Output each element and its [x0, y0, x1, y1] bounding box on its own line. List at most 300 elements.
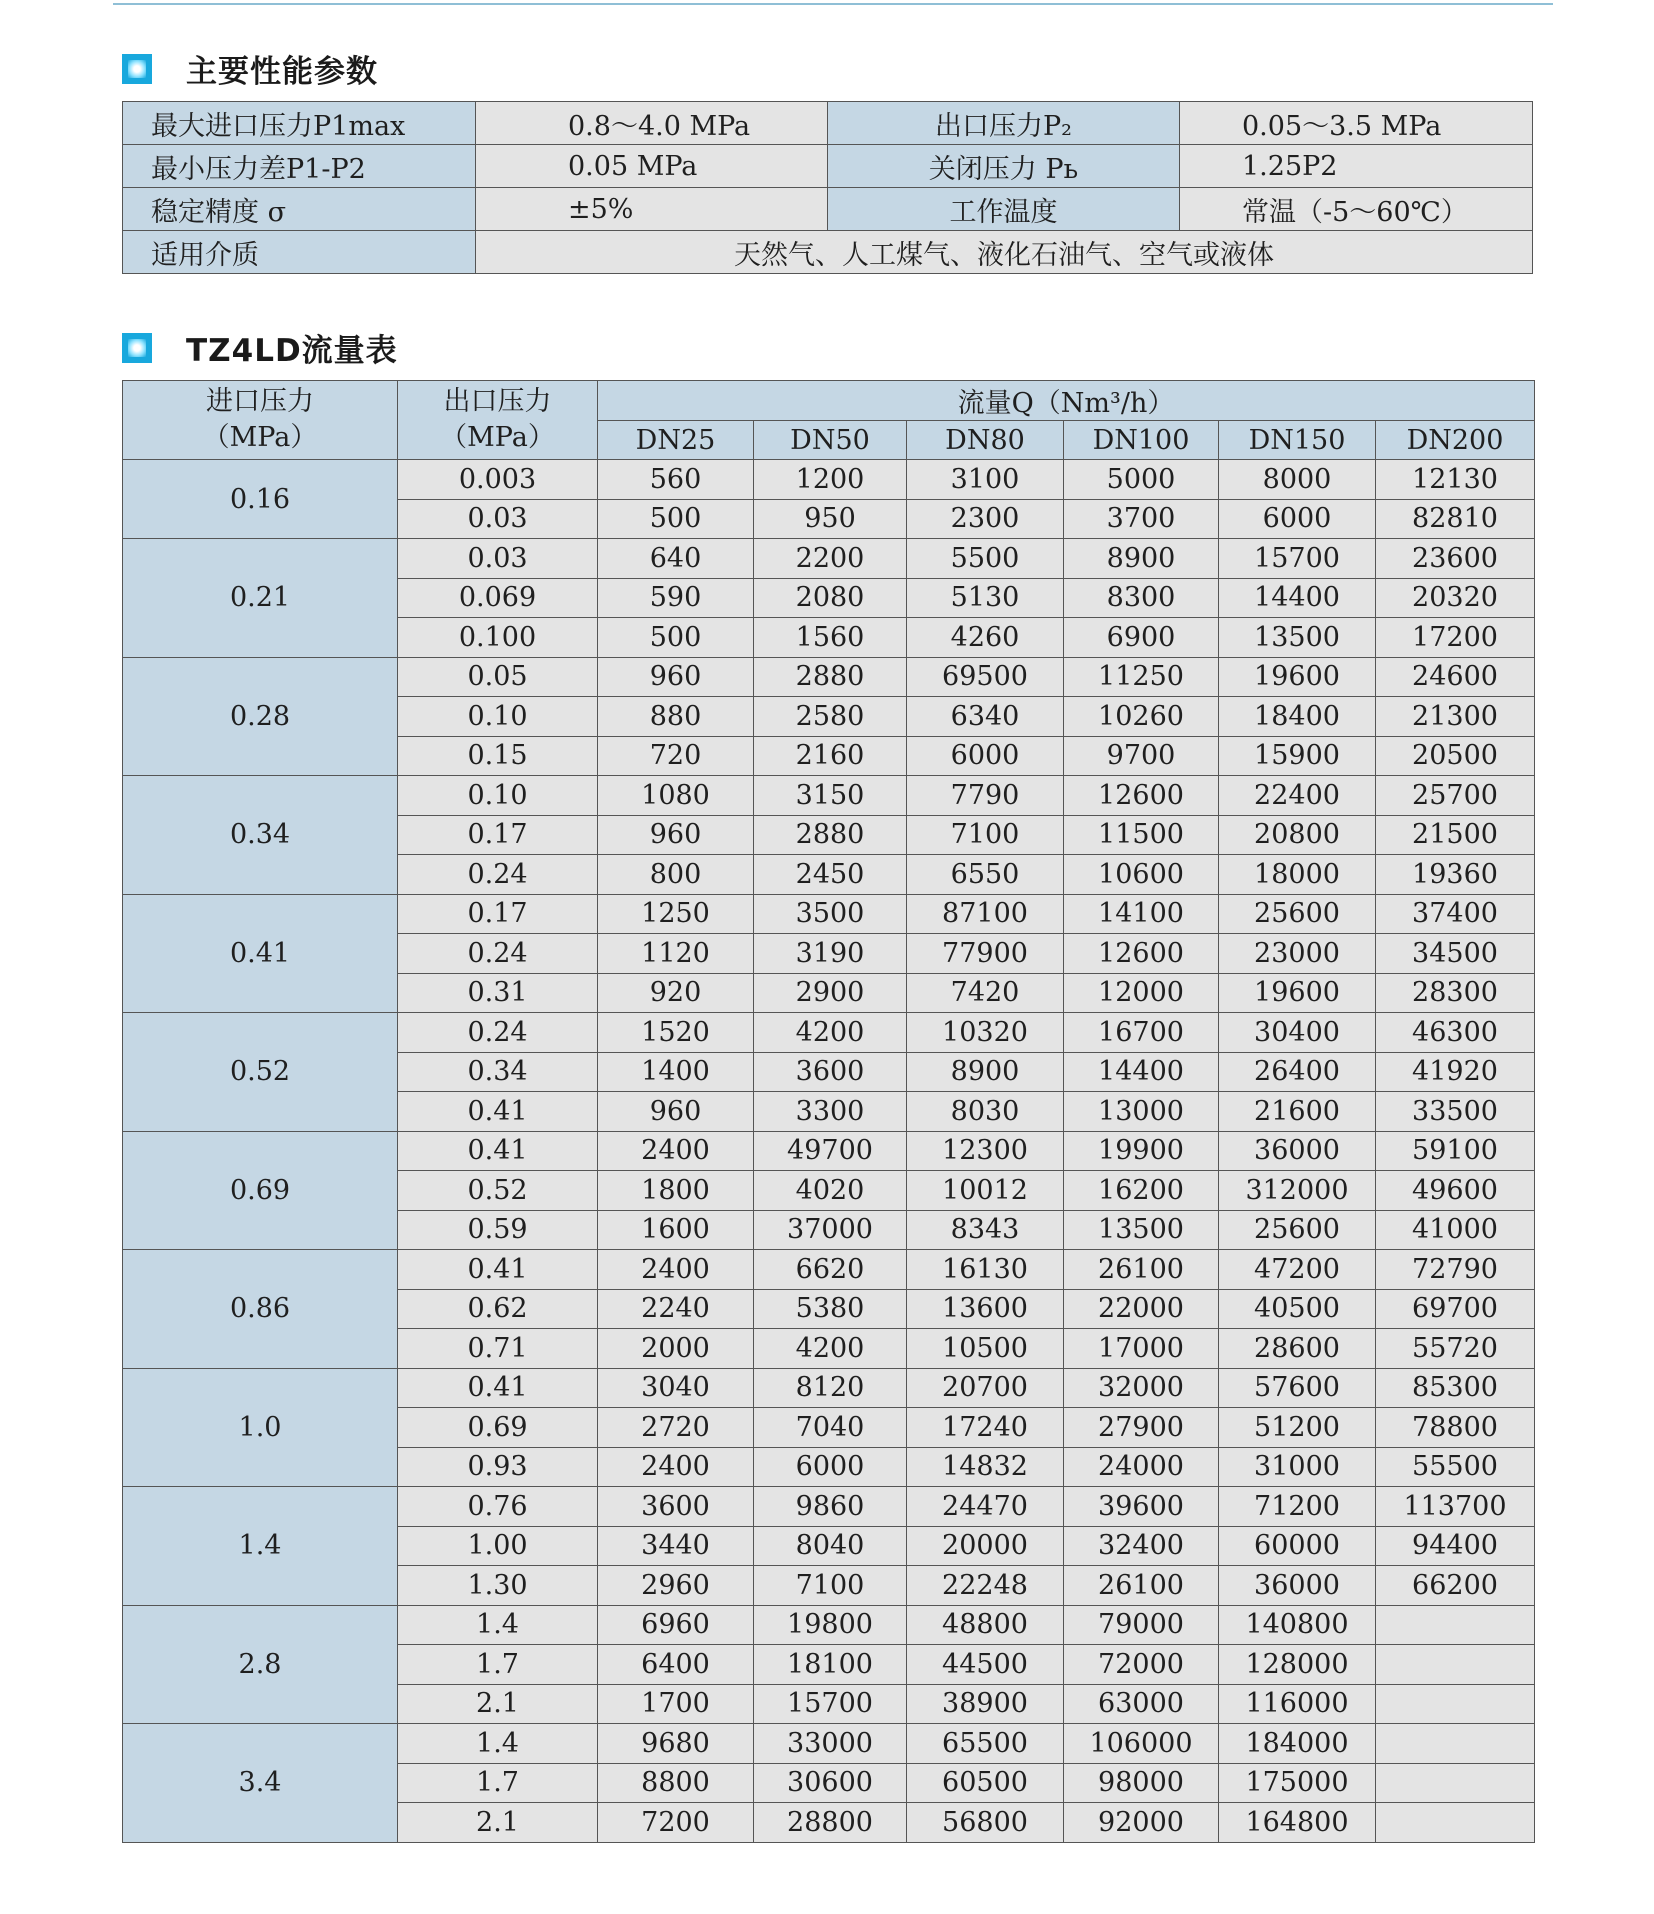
flow-value-cell: 66200 — [1376, 1566, 1535, 1606]
flow-value-cell: 25600 — [1219, 1210, 1376, 1250]
flow-value-cell: 8800 — [598, 1763, 754, 1803]
flow-value-cell: 2080 — [754, 578, 907, 618]
flow-value-cell: 116000 — [1219, 1684, 1376, 1724]
flow-value-cell: 9700 — [1064, 736, 1219, 776]
flow-value-cell: 164800 — [1219, 1803, 1376, 1843]
section-header-performance — [122, 46, 378, 91]
flow-value-cell: 312000 — [1219, 1171, 1376, 1211]
inlet-pressure-cell: 3.4 — [123, 1724, 398, 1843]
outlet-pressure-cell: 0.100 — [398, 618, 598, 658]
flow-value-cell: 1080 — [598, 776, 754, 816]
flow-value-cell: 6000 — [907, 736, 1064, 776]
table-row — [123, 1368, 1535, 1408]
flow-value-cell: 960 — [598, 657, 754, 697]
flow-value-cell: 140800 — [1219, 1605, 1376, 1645]
flow-value-cell: 7100 — [907, 815, 1064, 855]
flow-value-cell: 7040 — [754, 1408, 907, 1448]
outlet-pressure-cell: 0.59 — [398, 1210, 598, 1250]
flow-value-cell: 20320 — [1376, 578, 1535, 618]
section-title: TZ4LD流量表 — [186, 333, 398, 369]
flow-value-cell: 12000 — [1064, 973, 1219, 1013]
flow-value-cell: 560 — [598, 460, 754, 500]
flow-value-cell: 3500 — [754, 894, 907, 934]
flow-value-cell: 1520 — [598, 1013, 754, 1053]
flow-value-cell: 8000 — [1219, 460, 1376, 500]
flow-value-cell: 21500 — [1376, 815, 1535, 855]
param-value: 0.8～4.0 MPa — [476, 102, 828, 145]
inlet-pressure-cell: 0.41 — [123, 894, 398, 1013]
flow-value-cell: 7420 — [907, 973, 1064, 1013]
flow-value-cell: 17200 — [1376, 618, 1535, 658]
flow-value-cell: 4200 — [754, 1329, 907, 1369]
flow-table — [122, 380, 1535, 1843]
flow-value-cell: 38900 — [907, 1684, 1064, 1724]
flow-value-cell: 175000 — [1219, 1763, 1376, 1803]
dn-header: DN80 — [907, 421, 1064, 460]
flow-value-cell: 15700 — [1219, 539, 1376, 579]
table-row — [123, 231, 1533, 274]
flow-value-cell: 47200 — [1219, 1250, 1376, 1290]
flow-value-cell: 2400 — [598, 1447, 754, 1487]
flow-value-cell: 2400 — [598, 1131, 754, 1171]
flow-value-cell: 6000 — [754, 1447, 907, 1487]
flow-value-cell: 128000 — [1219, 1645, 1376, 1685]
param-label: 出口压力P₂ — [828, 102, 1180, 145]
flow-value-cell: 10600 — [1064, 855, 1219, 895]
flow-value-cell: 3440 — [598, 1526, 754, 1566]
table-row — [123, 776, 1535, 816]
param-value: 天然气、人工煤气、液化石油气、空气或液体 — [476, 231, 1533, 274]
flow-value-cell: 7100 — [754, 1566, 907, 1606]
flow-value-cell: 28800 — [754, 1803, 907, 1843]
flow-value-cell: 12300 — [907, 1131, 1064, 1171]
flow-value-cell — [1376, 1763, 1535, 1803]
flow-value-cell: 960 — [598, 1092, 754, 1132]
flow-value-cell: 20000 — [907, 1526, 1064, 1566]
flow-value-cell: 4020 — [754, 1171, 907, 1211]
outlet-pressure-cell: 1.7 — [398, 1645, 598, 1685]
flow-value-cell: 2880 — [754, 657, 907, 697]
flow-value-cell: 7200 — [598, 1803, 754, 1843]
flow-value-cell: 79000 — [1064, 1605, 1219, 1645]
flow-value-cell: 16200 — [1064, 1171, 1219, 1211]
flow-value-cell: 880 — [598, 697, 754, 737]
param-label: 最大进口压力P1max — [123, 102, 476, 145]
outlet-pressure-cell: 1.7 — [398, 1763, 598, 1803]
flow-value-cell: 2300 — [907, 499, 1064, 539]
flow-value-cell: 106000 — [1064, 1724, 1219, 1764]
flow-value-cell: 94400 — [1376, 1526, 1535, 1566]
outlet-pressure-cell: 0.10 — [398, 776, 598, 816]
flow-value-cell: 13000 — [1064, 1092, 1219, 1132]
flow-value-cell: 10500 — [907, 1329, 1064, 1369]
flow-value-cell: 24000 — [1064, 1447, 1219, 1487]
flow-value-cell: 1700 — [598, 1684, 754, 1724]
flow-value-cell: 19360 — [1376, 855, 1535, 895]
flow-value-cell: 113700 — [1376, 1487, 1535, 1527]
flow-value-cell: 6400 — [598, 1645, 754, 1685]
flow-value-cell: 950 — [754, 499, 907, 539]
flow-value-cell: 60500 — [907, 1763, 1064, 1803]
table-row — [123, 1724, 1535, 1764]
flow-value-cell: 5500 — [907, 539, 1064, 579]
flow-value-cell: 30600 — [754, 1763, 907, 1803]
outlet-pressure-cell: 1.30 — [398, 1566, 598, 1606]
flow-value-cell: 36000 — [1219, 1131, 1376, 1171]
outlet-pressure-cell: 0.41 — [398, 1250, 598, 1290]
flow-value-cell: 20500 — [1376, 736, 1535, 776]
table-row — [123, 102, 1533, 145]
flow-value-cell — [1376, 1684, 1535, 1724]
flow-value-cell: 8343 — [907, 1210, 1064, 1250]
table-row — [123, 1605, 1535, 1645]
flow-value-cell: 640 — [598, 539, 754, 579]
flow-value-cell: 18100 — [754, 1645, 907, 1685]
flow-value-cell: 72790 — [1376, 1250, 1535, 1290]
flow-value-cell: 3700 — [1064, 499, 1219, 539]
flow-value-cell: 22000 — [1064, 1289, 1219, 1329]
outlet-pressure-cell: 0.76 — [398, 1487, 598, 1527]
table-row — [123, 539, 1535, 579]
flow-value-cell: 2400 — [598, 1250, 754, 1290]
flow-value-cell: 19800 — [754, 1605, 907, 1645]
inlet-pressure-cell: 0.86 — [123, 1250, 398, 1369]
header-unit: （MPa） — [202, 422, 318, 453]
flow-value-cell: 6000 — [1219, 499, 1376, 539]
flow-value-cell: 98000 — [1064, 1763, 1219, 1803]
flow-value-cell: 9860 — [754, 1487, 907, 1527]
table-row — [123, 894, 1535, 934]
flow-value-cell: 19600 — [1219, 657, 1376, 697]
flow-value-cell: 2160 — [754, 736, 907, 776]
flow-value-cell: 40500 — [1219, 1289, 1376, 1329]
flow-value-cell: 34500 — [1376, 934, 1535, 974]
flow-value-cell: 15700 — [754, 1684, 907, 1724]
flow-value-cell: 10320 — [907, 1013, 1064, 1053]
flow-value-cell: 19900 — [1064, 1131, 1219, 1171]
param-label: 工作温度 — [828, 188, 1180, 231]
outlet-pressure-cell: 0.34 — [398, 1052, 598, 1092]
flow-value-cell: 14400 — [1219, 578, 1376, 618]
outlet-pressure-cell: 0.52 — [398, 1171, 598, 1211]
flow-value-cell: 37000 — [754, 1210, 907, 1250]
flow-value-cell: 2240 — [598, 1289, 754, 1329]
square-bullet-icon — [122, 54, 152, 84]
dn-header: DN150 — [1219, 421, 1376, 460]
outlet-pressure-cell: 0.03 — [398, 499, 598, 539]
section-header-flow — [122, 325, 398, 370]
header-label: 进口压力 — [206, 386, 314, 417]
flow-value-cell: 16700 — [1064, 1013, 1219, 1053]
flow-value-cell: 20800 — [1219, 815, 1376, 855]
flow-value-cell: 82810 — [1376, 499, 1535, 539]
flow-value-cell: 85300 — [1376, 1368, 1535, 1408]
inlet-pressure-cell: 0.69 — [123, 1131, 398, 1250]
flow-value-cell: 10260 — [1064, 697, 1219, 737]
inlet-pressure-cell: 2.8 — [123, 1605, 398, 1724]
outlet-pressure-cell: 2.1 — [398, 1803, 598, 1843]
param-value: 常温（-5～60℃） — [1180, 188, 1533, 231]
flow-value-cell: 69500 — [907, 657, 1064, 697]
flow-value-cell: 55500 — [1376, 1447, 1535, 1487]
outlet-pressure-cell: 0.41 — [398, 1092, 598, 1132]
flow-value-cell: 15900 — [1219, 736, 1376, 776]
flow-value-cell: 12600 — [1064, 776, 1219, 816]
flow-value-cell: 14100 — [1064, 894, 1219, 934]
flow-value-cell: 26100 — [1064, 1566, 1219, 1606]
flow-value-cell: 6550 — [907, 855, 1064, 895]
flow-value-cell: 51200 — [1219, 1408, 1376, 1448]
outlet-pressure-cell: 0.71 — [398, 1329, 598, 1369]
flow-value-cell: 5380 — [754, 1289, 907, 1329]
flow-value-cell: 33500 — [1376, 1092, 1535, 1132]
flow-value-cell: 16130 — [907, 1250, 1064, 1290]
flow-value-cell: 3600 — [754, 1052, 907, 1092]
flow-value-cell: 1120 — [598, 934, 754, 974]
flow-value-cell: 71200 — [1219, 1487, 1376, 1527]
outlet-pressure-cell: 0.41 — [398, 1131, 598, 1171]
table-row — [123, 188, 1533, 231]
flow-value-cell: 2000 — [598, 1329, 754, 1369]
flow-value-cell: 2200 — [754, 539, 907, 579]
flow-value-cell: 4200 — [754, 1013, 907, 1053]
param-value: 1.25P2 — [1180, 145, 1533, 188]
flow-value-cell: 11250 — [1064, 657, 1219, 697]
flow-value-cell: 92000 — [1064, 1803, 1219, 1843]
inlet-pressure-cell: 0.52 — [123, 1013, 398, 1132]
inlet-pressure-cell: 1.0 — [123, 1368, 398, 1487]
flow-value-cell: 3040 — [598, 1368, 754, 1408]
outlet-pressure-cell: 0.15 — [398, 736, 598, 776]
dn-header: DN100 — [1064, 421, 1219, 460]
flow-value-cell: 2450 — [754, 855, 907, 895]
section-title: 主要性能参数 — [186, 54, 378, 90]
param-value: ±5% — [476, 188, 828, 231]
flow-value-cell: 18000 — [1219, 855, 1376, 895]
outlet-pressure-cell: 2.1 — [398, 1684, 598, 1724]
flow-value-cell: 39600 — [1064, 1487, 1219, 1527]
flow-value-cell: 55720 — [1376, 1329, 1535, 1369]
outlet-pressure-cell: 0.93 — [398, 1447, 598, 1487]
param-value: 0.05 MPa — [476, 145, 828, 188]
outlet-pressure-cell: 0.62 — [398, 1289, 598, 1329]
outlet-pressure-cell: 0.03 — [398, 539, 598, 579]
outlet-pressure-cell: 0.17 — [398, 815, 598, 855]
outlet-pressure-cell: 1.00 — [398, 1526, 598, 1566]
outlet-pressure-cell: 0.69 — [398, 1408, 598, 1448]
outlet-pressure-cell: 0.003 — [398, 460, 598, 500]
outlet-pressure-cell: 1.4 — [398, 1605, 598, 1645]
flow-value-cell: 26400 — [1219, 1052, 1376, 1092]
flow-value-cell — [1376, 1645, 1535, 1685]
flow-value-cell: 72000 — [1064, 1645, 1219, 1685]
flow-value-cell: 8030 — [907, 1092, 1064, 1132]
header-label: 出口压力 — [443, 386, 552, 417]
outlet-pressure-cell: 0.069 — [398, 578, 598, 618]
flow-value-cell: 12130 — [1376, 460, 1535, 500]
flow-value-cell: 11500 — [1064, 815, 1219, 855]
outlet-pressure-cell: 1.4 — [398, 1724, 598, 1764]
flow-value-cell: 30400 — [1219, 1013, 1376, 1053]
flow-value-cell: 23000 — [1219, 934, 1376, 974]
flow-value-cell: 21300 — [1376, 697, 1535, 737]
flow-value-cell: 9680 — [598, 1724, 754, 1764]
outlet-pressure-cell: 0.10 — [398, 697, 598, 737]
inlet-pressure-cell: 0.21 — [123, 539, 398, 658]
flow-value-cell: 1400 — [598, 1052, 754, 1092]
flow-value-cell: 920 — [598, 973, 754, 1013]
flow-value-cell: 41920 — [1376, 1052, 1535, 1092]
flow-value-cell: 2900 — [754, 973, 907, 1013]
flow-value-cell — [1376, 1605, 1535, 1645]
flow-value-cell: 3190 — [754, 934, 907, 974]
flow-value-cell: 25600 — [1219, 894, 1376, 934]
outlet-pressure-cell: 0.24 — [398, 1013, 598, 1053]
flow-value-cell: 7790 — [907, 776, 1064, 816]
flow-value-cell: 2960 — [598, 1566, 754, 1606]
flow-value-cell: 2880 — [754, 815, 907, 855]
flow-value-cell — [1376, 1724, 1535, 1764]
table-header-row — [123, 381, 1535, 421]
flow-value-cell: 32400 — [1064, 1526, 1219, 1566]
table-row — [123, 460, 1535, 500]
flow-value-cell: 49700 — [754, 1131, 907, 1171]
flow-value-cell: 41000 — [1376, 1210, 1535, 1250]
top-divider — [113, 3, 1553, 5]
flow-value-cell: 590 — [598, 578, 754, 618]
table-row — [123, 1013, 1535, 1053]
table-row — [123, 1487, 1535, 1527]
flow-value-cell: 13500 — [1064, 1210, 1219, 1250]
flow-value-cell: 3300 — [754, 1092, 907, 1132]
flow-value-cell: 46300 — [1376, 1013, 1535, 1053]
flow-value-cell: 13600 — [907, 1289, 1064, 1329]
flow-value-cell: 12600 — [1064, 934, 1219, 974]
flow-value-cell: 1600 — [598, 1210, 754, 1250]
dn-header: DN50 — [754, 421, 907, 460]
flow-value-cell: 22400 — [1219, 776, 1376, 816]
flow-value-cell: 24470 — [907, 1487, 1064, 1527]
flow-value-cell: 5000 — [1064, 460, 1219, 500]
flow-value-cell: 8900 — [907, 1052, 1064, 1092]
flow-value-cell: 63000 — [1064, 1684, 1219, 1724]
flow-value-cell: 5130 — [907, 578, 1064, 618]
outlet-pressure-header — [398, 381, 598, 460]
flow-value-cell: 20700 — [907, 1368, 1064, 1408]
flow-value-cell: 4260 — [907, 618, 1064, 658]
flow-value-cell: 33000 — [754, 1724, 907, 1764]
inlet-pressure-header — [123, 381, 398, 460]
flow-header: 流量Q（Nm³/h） — [598, 381, 1535, 421]
outlet-pressure-cell: 0.24 — [398, 934, 598, 974]
flow-value-cell: 8900 — [1064, 539, 1219, 579]
flow-value-cell: 10012 — [907, 1171, 1064, 1211]
flow-value-cell: 48800 — [907, 1605, 1064, 1645]
outlet-pressure-cell: 0.31 — [398, 973, 598, 1013]
table-row — [123, 145, 1533, 188]
flow-value-cell: 8040 — [754, 1526, 907, 1566]
flow-value-cell: 500 — [598, 499, 754, 539]
table-row — [123, 1131, 1535, 1171]
flow-value-cell: 13500 — [1219, 618, 1376, 658]
flow-value-cell: 56800 — [907, 1803, 1064, 1843]
flow-value-cell: 60000 — [1219, 1526, 1376, 1566]
flow-value-cell: 77900 — [907, 934, 1064, 974]
param-label: 适用介质 — [123, 231, 476, 274]
param-label: 关闭压力 Pь — [828, 145, 1180, 188]
flow-value-cell: 49600 — [1376, 1171, 1535, 1211]
flow-table-body — [123, 460, 1535, 1843]
flow-value-cell: 44500 — [907, 1645, 1064, 1685]
flow-value-cell: 6960 — [598, 1605, 754, 1645]
flow-value-cell: 500 — [598, 618, 754, 658]
flow-value-cell: 37400 — [1376, 894, 1535, 934]
flow-value-cell: 87100 — [907, 894, 1064, 934]
inlet-pressure-cell: 0.28 — [123, 657, 398, 776]
header-unit: （MPa） — [440, 422, 555, 453]
flow-value-cell: 25700 — [1376, 776, 1535, 816]
flow-value-cell: 3150 — [754, 776, 907, 816]
flow-value-cell: 2580 — [754, 697, 907, 737]
flow-value-cell — [1376, 1803, 1535, 1843]
table-row — [123, 657, 1535, 697]
outlet-pressure-cell: 0.24 — [398, 855, 598, 895]
flow-value-cell: 27900 — [1064, 1408, 1219, 1448]
flow-value-cell: 23600 — [1376, 539, 1535, 579]
outlet-pressure-cell: 0.05 — [398, 657, 598, 697]
flow-value-cell: 1800 — [598, 1171, 754, 1211]
outlet-pressure-cell: 0.41 — [398, 1368, 598, 1408]
flow-value-cell: 1250 — [598, 894, 754, 934]
flow-value-cell: 69700 — [1376, 1289, 1535, 1329]
flow-value-cell: 28300 — [1376, 973, 1535, 1013]
flow-value-cell: 14400 — [1064, 1052, 1219, 1092]
flow-value-cell: 3100 — [907, 460, 1064, 500]
flow-value-cell: 14832 — [907, 1447, 1064, 1487]
flow-value-cell: 184000 — [1219, 1724, 1376, 1764]
flow-value-cell: 960 — [598, 815, 754, 855]
flow-value-cell: 21600 — [1219, 1092, 1376, 1132]
flow-value-cell: 57600 — [1219, 1368, 1376, 1408]
performance-table — [122, 101, 1533, 274]
inlet-pressure-cell: 0.34 — [123, 776, 398, 895]
square-bullet-icon — [122, 333, 152, 363]
flow-value-cell: 22248 — [907, 1566, 1064, 1606]
param-value: 0.05～3.5 MPa — [1180, 102, 1533, 145]
flow-value-cell: 18400 — [1219, 697, 1376, 737]
flow-value-cell: 31000 — [1219, 1447, 1376, 1487]
flow-value-cell: 1560 — [754, 618, 907, 658]
table-row — [123, 1250, 1535, 1290]
dn-header: DN200 — [1376, 421, 1535, 460]
dn-header: DN25 — [598, 421, 754, 460]
inlet-pressure-cell: 0.16 — [123, 460, 398, 539]
flow-value-cell: 720 — [598, 736, 754, 776]
flow-value-cell: 32000 — [1064, 1368, 1219, 1408]
flow-value-cell: 78800 — [1376, 1408, 1535, 1448]
flow-value-cell: 2720 — [598, 1408, 754, 1448]
outlet-pressure-cell: 0.17 — [398, 894, 598, 934]
flow-value-cell: 28600 — [1219, 1329, 1376, 1369]
flow-value-cell: 6340 — [907, 697, 1064, 737]
flow-value-cell: 6620 — [754, 1250, 907, 1290]
flow-value-cell: 17000 — [1064, 1329, 1219, 1369]
flow-value-cell: 3600 — [598, 1487, 754, 1527]
flow-value-cell: 26100 — [1064, 1250, 1219, 1290]
flow-value-cell: 17240 — [907, 1408, 1064, 1448]
flow-value-cell: 24600 — [1376, 657, 1535, 697]
flow-value-cell: 1200 — [754, 460, 907, 500]
